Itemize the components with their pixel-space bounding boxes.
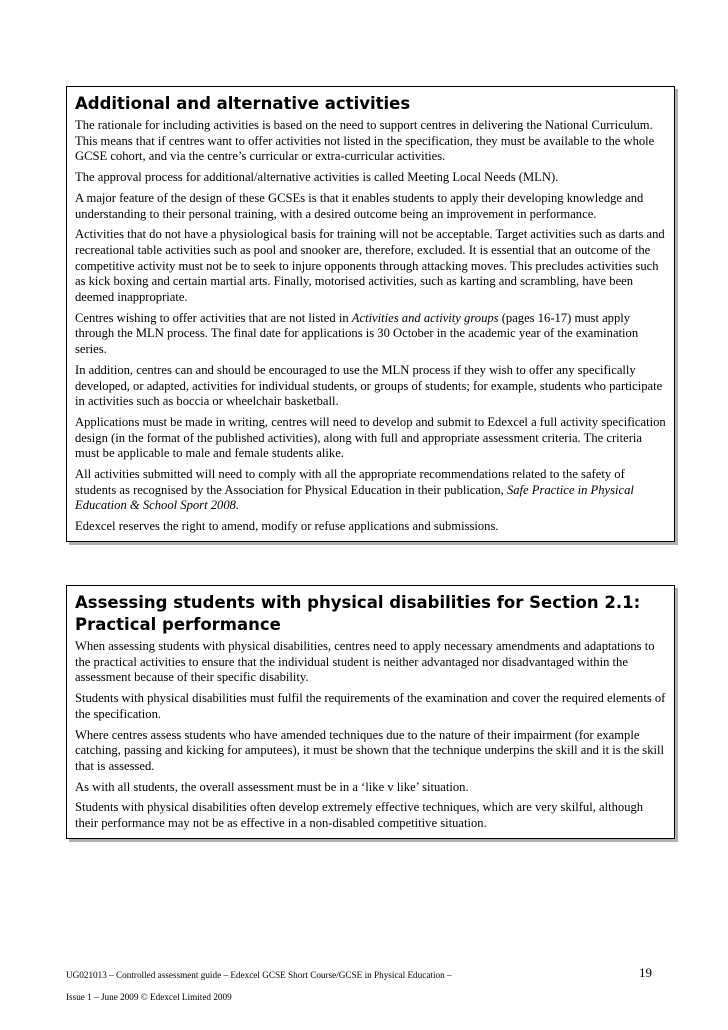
footer-issue-copyright: Issue 1 – June 2009 © Edexcel Limited 2009	[66, 992, 232, 1002]
paragraph-like-v-like: As with all students, the overall assessment must be in a ‘like v like’ situation.	[75, 779, 469, 794]
section-title: Additional and alternative activities	[75, 94, 411, 113]
paragraph-approval-process: The approval process for additional/alternative activities is called Meeting Local Needs (MLN).	[75, 170, 559, 185]
safe-practice-publication: Safe Practice in Physical Education & School Sport 2008.	[75, 482, 634, 513]
paragraph-effective-techniques: Students with physical disabilities often develop extremely effective techniques, which are very skilful, although their performance may not be as effective in a non-disabled competitive situation.	[75, 800, 644, 831]
paragraph-unacceptable-activities: Activities that do not have a physiological basis for training will not be acceptable. Target activities such as darts and recreational table activities such as pool and snooker are, therefore, excluded. It is essential that an outcome of the competitive activity must not be to seek to injure opponents through attacking moves. This precludes activities such as kick boxing and certain martial arts. Finally, motorised activities, such as karting and scrambling, have been deemed inappropriate.	[75, 227, 665, 305]
paragraph-fulfil-requirements: Students with physical disabilities must fulfil the requirements of the examination and cover the required elements of the specification.	[75, 691, 666, 721]
paragraph-amended-techniques: Where centres assess students who have amended techniques due to the nature of their impairment (for example catching, passing and kicking for amputees), it must be shown that the technique underpins the skill and it is the skill that is assessed.	[75, 727, 664, 773]
page-number: 19	[639, 965, 652, 980]
section-title: Assessing students with physical disabilities for Section 2.1: Practical performance	[75, 593, 641, 634]
paragraph-mln-application: Centres wishing to offer activities that are not listed in Activities and activity groups (pages 16-17) must apply through the MLN process. The final date for applications is 30 October in the academic year of the examination series.	[75, 310, 639, 357]
paragraph-assessing-disabilities: When assessing students with physical disabilities, centres need to apply necessary amendments and adaptations to the practical activities to ensure that the individual student is neither advantaged nor disadvantaged within the assessment because of their specific disability.	[75, 639, 655, 685]
paragraph-safety-compliance: All activities submitted will need to comply with all the appropriate recommendations related to the safety of students as recognised by the Association for Physical Education in their publication, Safe Practice in Physical Education & School Sport 2008.	[75, 467, 634, 513]
additional-activities-section	[66, 86, 675, 542]
activities-groups-reference: Activities and activity groups	[351, 310, 499, 325]
paragraph-major-feature: A major feature of the design of these GCSEs is that it enables students to apply their developing knowledge and understanding to their personal training, with a desired outcome being an improvement in performance.	[75, 190, 644, 221]
paragraph-rationale: The rationale for including activities is based on the need to support centres in delivering the National Curriculum. This means that if centres want to offer activities not listed in the specification, they must be available to the whole GCSE cohort, and via the centre’s curricular or extra-curricular activities.	[75, 118, 655, 164]
footer-document-reference: UG021013 – Controlled assessment guide – Edexcel GCSE Short Course/GCSE in Physical Education –	[66, 970, 452, 980]
paragraph-applications-writing: Applications must be made in writing, centres will need to develop and submit to Edexcel a full activity specification design (in the format of the published activities), along with full and appropriate assessment criteria. The criteria must be applicable to male and female students alike.	[75, 414, 666, 461]
paragraph-edexcel-reserves: Edexcel reserves the right to amend, modify or refuse applications and submissions.	[75, 519, 499, 534]
paragraph-mln-encouraged: In addition, centres can and should be encouraged to use the MLN process if they wish to offer any specifically developed, or adapted, activities for individual students, or groups of students; for example, students who participate in activities such as boccia or wheelchair basketball.	[75, 362, 663, 409]
physical-disabilities-section	[66, 585, 675, 839]
